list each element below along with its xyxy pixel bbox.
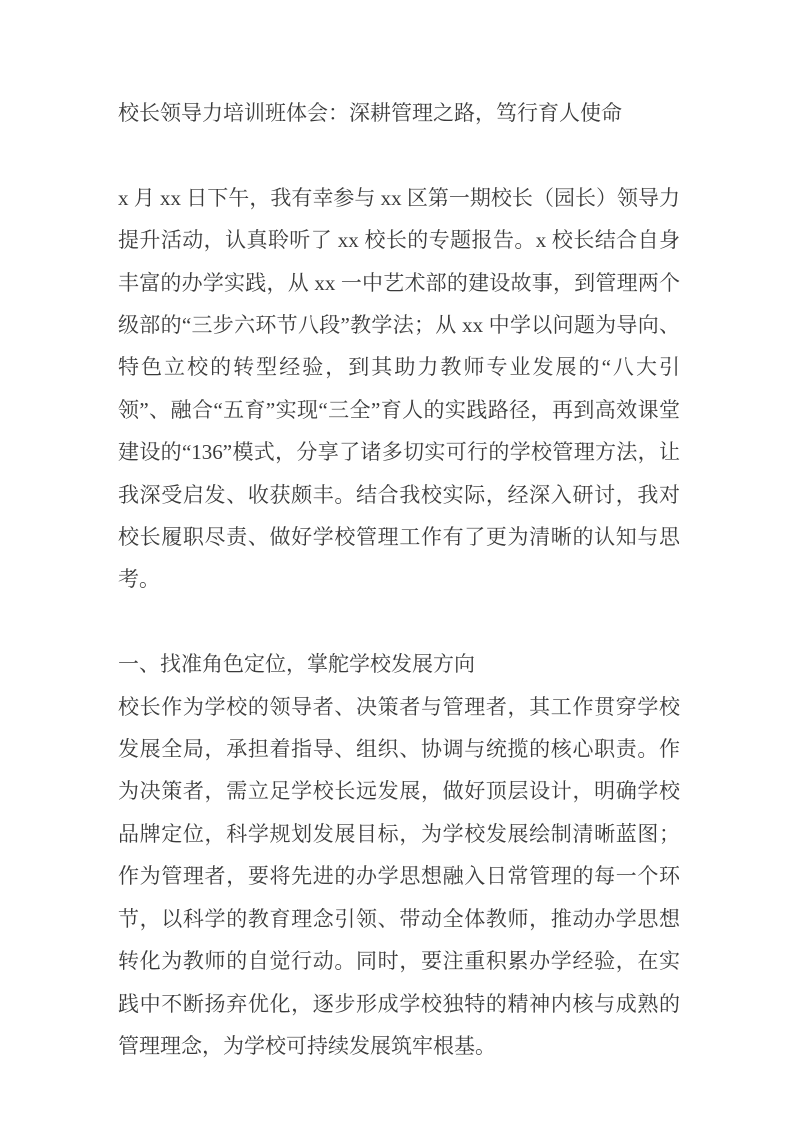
blank-line bbox=[118, 601, 680, 643]
blank-line bbox=[118, 134, 680, 176]
section-1-heading: 一、找准角色定位，掌舵学校发展方向 bbox=[118, 652, 475, 677]
document-title: 校长领导力培训班体会：深耕管理之路，笃行育人使命 bbox=[118, 101, 622, 125]
section-1-paragraph: 校长作为学校的领导者、决策者与管理者，其工作贯穿学校发展全局，承担着指导、组织、协调与统揽的核心职责。作为决策者，需立足学校长远发展，做好顶层设计，明确学校品牌定位，科学规划发展目标，为学校发展绘制清晰蓝图；作为管理者，要将先进的办学思想融入日常管理的每一个环节，以科学的教育理念引领、带动全体教师，推动办学思想转化为教师的自觉行动。同时，要注重积累办学经验，在实践中不断扬弃优化，逐步形成学校独特的精神内核与成熟的管理理念，为学校可持续发展筑牢根基。 bbox=[118, 694, 680, 1058]
intro-paragraph: x 月 xx 日下午，我有幸参与 xx 区第一期校长（园长）领导力提升活动，认真聆听了 xx 校长的专题报告。x 校长结合自身丰富的办学实践，从 xx 一中艺术部的建设故事，到管理两个级部的“三步六环节八段”教学法；从 xx 中学以问题为导向、特色立校的转型经验，到其助力教师专业发展的“八大引领”、融合“五育”实现“三全”育人的实践路径，再到高效课堂建设的“136”模式，分享了诸多切实可行的学校管理方法，让我深受启发、收获颇丰。结合我校实际，经深入研讨，我对校长履职尽责、做好学校管理工作有了更为清晰的认知与思考。 bbox=[118, 185, 680, 592]
document-content bbox=[118, 92, 680, 1067]
